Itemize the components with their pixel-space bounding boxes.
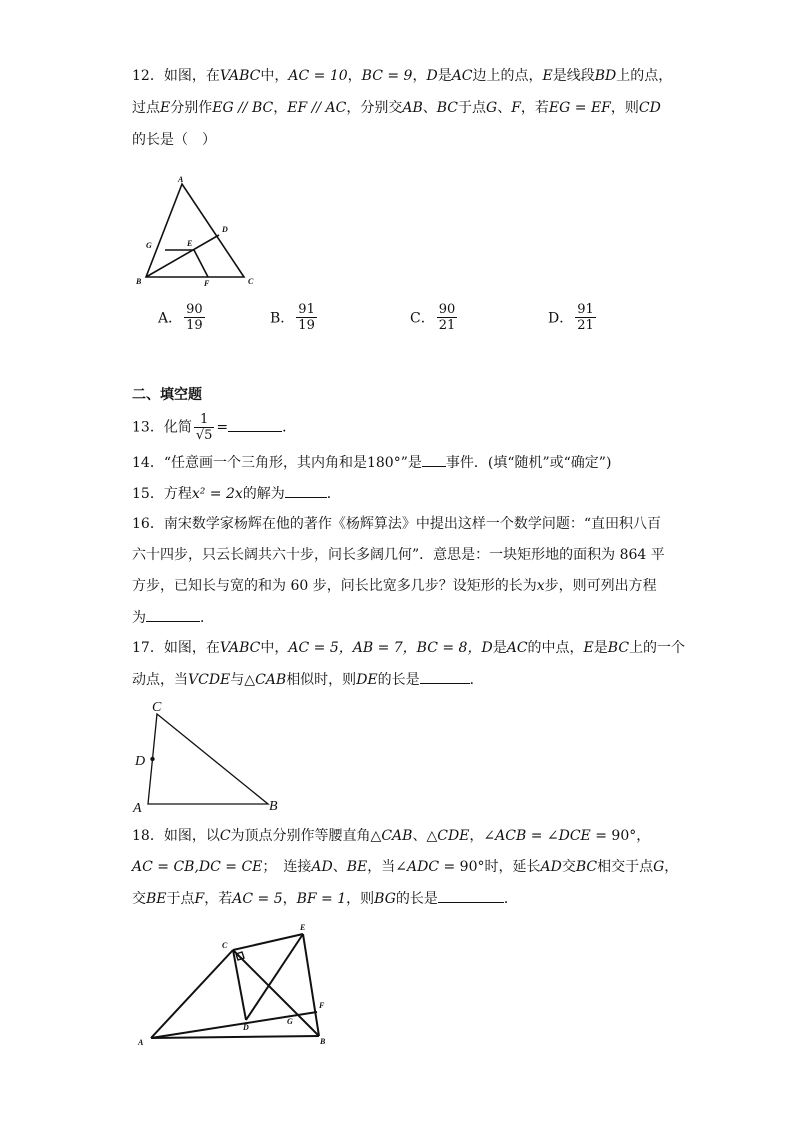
q15-equation: x² = 2x [191, 486, 243, 502]
q12-sep: ， [347, 68, 362, 84]
q18-label-c: C [222, 941, 228, 950]
q18-label-d: D [243, 1023, 249, 1032]
q12-text: ，则 [610, 100, 639, 116]
q18-seg-eb-line [303, 934, 319, 1036]
q12-seg-bc: BC [436, 100, 458, 116]
q14-text-after: 事件．(填“随机”或“确定”) [445, 455, 612, 471]
fraction-numerator: 91 [298, 302, 315, 317]
q12-text: 、 [497, 100, 512, 116]
q12-text: 中， [260, 68, 289, 84]
q15-text-after: 的解为 [242, 486, 285, 502]
q18-figure [130, 920, 345, 1050]
q18-seg-be: BE [146, 891, 167, 907]
option-fraction [184, 302, 205, 333]
q18-text: = 90°， [590, 828, 651, 844]
q12-text: 分别作 [170, 100, 213, 116]
q18-text: = 90°时，延长 [439, 859, 541, 875]
q12-line-bd [146, 235, 219, 277]
fraction-numerator: 90 [438, 302, 456, 317]
q12-seg-bd: BD [594, 68, 617, 84]
option-fraction [575, 302, 596, 333]
q16-line-2: 六十四步，只云长阔共六十步，问长多阔几何”．意思是：一块矩形地的面积为 864 平 [132, 547, 665, 563]
q12-point-e: E [542, 68, 553, 84]
q18-seg-ac-line [151, 950, 233, 1038]
q18-text: ； 连接 [262, 859, 312, 875]
q17-seg-bc: BC [607, 640, 630, 656]
q12-text: ，若 [520, 100, 549, 116]
q18-text: 、△ [412, 828, 438, 844]
q18-label-b: B [320, 1037, 326, 1046]
q12-triangle-abc [146, 184, 244, 277]
q17-triangle-cab: CAB [255, 672, 287, 688]
fraction-denominator: √5 [195, 428, 213, 443]
q17-point-e: E [583, 640, 594, 656]
fraction-numerator: 91 [577, 302, 594, 317]
q18-text: ，当∠ [367, 859, 407, 875]
q12-label-b: B [136, 277, 142, 286]
q18-text: ，则 [346, 891, 375, 907]
q18-end: ． [503, 891, 518, 907]
q12-seg-ab: AB [402, 100, 423, 116]
q12-seg-cd: CD [638, 100, 661, 116]
q17-text: 17．如图，在 [132, 640, 220, 656]
q16-variable: x [536, 578, 545, 594]
q12-text: 、 [422, 100, 437, 116]
q16-line-1: 16．南宋数学家杨辉在他的著作《杨辉算法》中提出这样一个数学问题：“直田积八百 [132, 516, 661, 532]
q18-text: 交 [561, 859, 576, 875]
option-fraction [296, 302, 317, 333]
q18-label-f: F [319, 1001, 325, 1010]
q12-option-d[interactable] [548, 302, 598, 333]
q16-end: ． [200, 610, 214, 626]
q17-seg-de: DE [356, 672, 378, 688]
q18-text: ，∠ [469, 828, 496, 844]
q12-figure [132, 172, 262, 287]
q18-point-f: F [194, 891, 205, 907]
q17-seg-ac: AC [506, 640, 528, 656]
q18-text: 交 [132, 891, 146, 907]
q17-label-d: D [135, 754, 146, 769]
q12-text: 于点 [458, 100, 486, 116]
option-label: D． [548, 310, 574, 327]
q18-label-a: A [138, 1038, 144, 1047]
q12-point-d: D [426, 68, 438, 84]
q13-text: 化简 [163, 419, 192, 436]
q17-text: 的长是 [377, 672, 420, 688]
q12-text: 过点 [132, 100, 160, 116]
option-label: C． [410, 310, 435, 327]
q13 [132, 412, 296, 443]
q12-option-a[interactable] [158, 302, 207, 333]
q17-point-d: D [481, 640, 493, 656]
q12-text: 如图，在 [163, 68, 220, 84]
q12-number: 12． [132, 68, 164, 84]
q17-line-2 [132, 669, 484, 690]
q16-text: 方步，已知长与宽的和为 60 步，问长比宽多几步？设矩形的长为 [132, 578, 537, 594]
q14-text: 14．“任意画一个三角形，其内角和是180°”是 [132, 455, 422, 471]
q18-text: 18．如图，以 [132, 828, 220, 844]
q12-eq-ac: AC = 10 [288, 68, 348, 84]
q18-seg-ad: AD [540, 859, 562, 875]
q17-text: 与△ [230, 672, 256, 688]
q18-text: 相交于点 [597, 859, 654, 875]
q12-parallel-1: EG // BC [212, 100, 274, 116]
q18-seg-bc: BC [575, 859, 598, 875]
option-fraction [437, 302, 458, 333]
fraction-denominator: 19 [298, 318, 315, 333]
q18-text: 的长是 [395, 891, 438, 907]
q12-text: 的长是（ ） [132, 132, 216, 148]
q15-answer-blank[interactable] [285, 483, 327, 498]
q13-answer-blank[interactable] [228, 417, 282, 432]
q18-text: 于点 [166, 891, 195, 907]
q16-text: 为 [132, 610, 146, 626]
q12-triangle: VABC [219, 68, 261, 84]
q17-triangle-cde: VCDE [188, 672, 231, 688]
q12-eq-eg-ef: EG = EF [548, 100, 611, 116]
q18-angle-adc: ADC [407, 859, 440, 875]
q12-option-b[interactable] [270, 302, 319, 333]
q12-line-3 [132, 130, 216, 150]
q18-equations: AC = CB,DC = CE [132, 859, 263, 875]
q16-text: 步，则可列出方程 [544, 578, 657, 594]
q17-text: 相似时，则 [286, 672, 357, 688]
q18-text: ，若 [204, 891, 233, 907]
fraction-numerator: 1 [194, 412, 215, 428]
option-label: B． [270, 310, 295, 327]
q18-seg-ad: AD [311, 859, 333, 875]
q17-equations: AC = 5，AB = 7，BC = 8， [288, 640, 482, 656]
q12-point-g: G [486, 100, 498, 116]
q17-label-b: B [269, 799, 278, 814]
q18-eq-ac: AC = 5 [232, 891, 283, 907]
q12-line-ef [194, 250, 208, 277]
q12-text: 是线段 [552, 68, 595, 84]
q17-text: 中， [260, 640, 289, 656]
q18-triangle-cab: CAB [381, 828, 413, 844]
q14 [132, 452, 611, 473]
q12-label-e: E [187, 239, 193, 248]
q12-seg-ac: AC [451, 68, 473, 84]
q18-text: = ∠ [526, 828, 559, 844]
q17-triangle: VABC [219, 640, 261, 656]
q18-angle-dce: DCE [558, 828, 591, 844]
q12-text: ， [273, 100, 288, 116]
q12-option-c[interactable] [410, 302, 459, 333]
q12-text: 上的点， [616, 68, 673, 84]
q16-line-4 [132, 607, 214, 628]
q18-line-3 [132, 888, 518, 909]
q18-label-g: G [287, 1017, 293, 1026]
q17-answer-blank[interactable] [420, 669, 470, 684]
q18-seg-de-line [246, 934, 303, 1020]
q17-text: 上的一个 [629, 640, 686, 656]
q12-line-2 [132, 98, 661, 118]
q17-text: 动点，当 [132, 672, 188, 688]
q13-number: 13． [132, 419, 164, 436]
q18-line-1 [132, 826, 650, 846]
q18-triangle-cde: CDE [437, 828, 470, 844]
q18-eq-bf: BF = 1 [296, 891, 347, 907]
q12-label-d: D [222, 225, 228, 234]
q12-text: ， [412, 68, 427, 84]
q13-fraction [194, 412, 215, 443]
q18-angle-acb: ACB [495, 828, 527, 844]
q16-answer-blank[interactable] [146, 607, 200, 622]
q18-text: ， [282, 891, 297, 907]
q12-label-f: F [204, 279, 210, 287]
option-label: A． [158, 310, 183, 327]
fraction-denominator: 19 [186, 318, 203, 333]
fraction-denominator: 21 [577, 318, 594, 333]
q18-seg-ab-line [151, 1036, 319, 1038]
q14-answer-blank[interactable] [422, 452, 446, 467]
q18-seg-be: BE [346, 859, 368, 875]
q12-label-a: A [178, 175, 184, 184]
q18-text: ， [664, 859, 679, 875]
fraction-numerator: 90 [186, 302, 203, 317]
q18-seg-bg: BG [374, 891, 396, 907]
q17-point-d-dot [150, 757, 154, 761]
q18-text: 、 [332, 859, 347, 875]
q15-text: 15．方程 [132, 486, 192, 502]
q15 [132, 483, 341, 504]
q18-line-2 [132, 857, 678, 877]
fraction-denominator: 21 [438, 318, 456, 333]
q12-point-f: F [511, 100, 521, 116]
q17-label-a: A [133, 801, 142, 816]
q12-text: 边上的点， [472, 68, 543, 84]
q18-answer-blank[interactable] [438, 888, 504, 903]
q18-seg-ce-line [233, 934, 303, 950]
q12-parallel-2: EF // AC [287, 100, 347, 116]
q12-label-c: C [248, 277, 254, 286]
q18-point-c: C [219, 828, 231, 844]
q17-text: 是 [492, 640, 507, 656]
q17-line-1 [132, 638, 685, 658]
q17-label-c: C [152, 700, 162, 715]
q18-text: 为顶点分别作等腰直角△ [230, 828, 382, 844]
q17-figure [130, 696, 290, 816]
section-heading: 二、填空题 [132, 387, 202, 403]
q15-end: ． [326, 486, 341, 502]
q17-text: 的中点， [527, 640, 584, 656]
q16-line-3 [132, 576, 657, 596]
q18-label-e: E [300, 923, 306, 932]
q12-eq-bc: BC = 9 [361, 68, 413, 84]
q12-text: ，分别交 [346, 100, 403, 116]
q12-line-1 [132, 66, 672, 86]
q12-text: 是 [437, 68, 452, 84]
q17-text: 是 [593, 640, 608, 656]
q13-end: ． [282, 419, 297, 436]
q13-equals: = [216, 419, 229, 436]
q12-point-e: E [160, 100, 171, 116]
q17-triangle-abc [148, 714, 268, 804]
q12-label-g: G [146, 241, 152, 250]
q18-point-g: G [653, 859, 665, 875]
q17-end: ． [469, 672, 484, 688]
